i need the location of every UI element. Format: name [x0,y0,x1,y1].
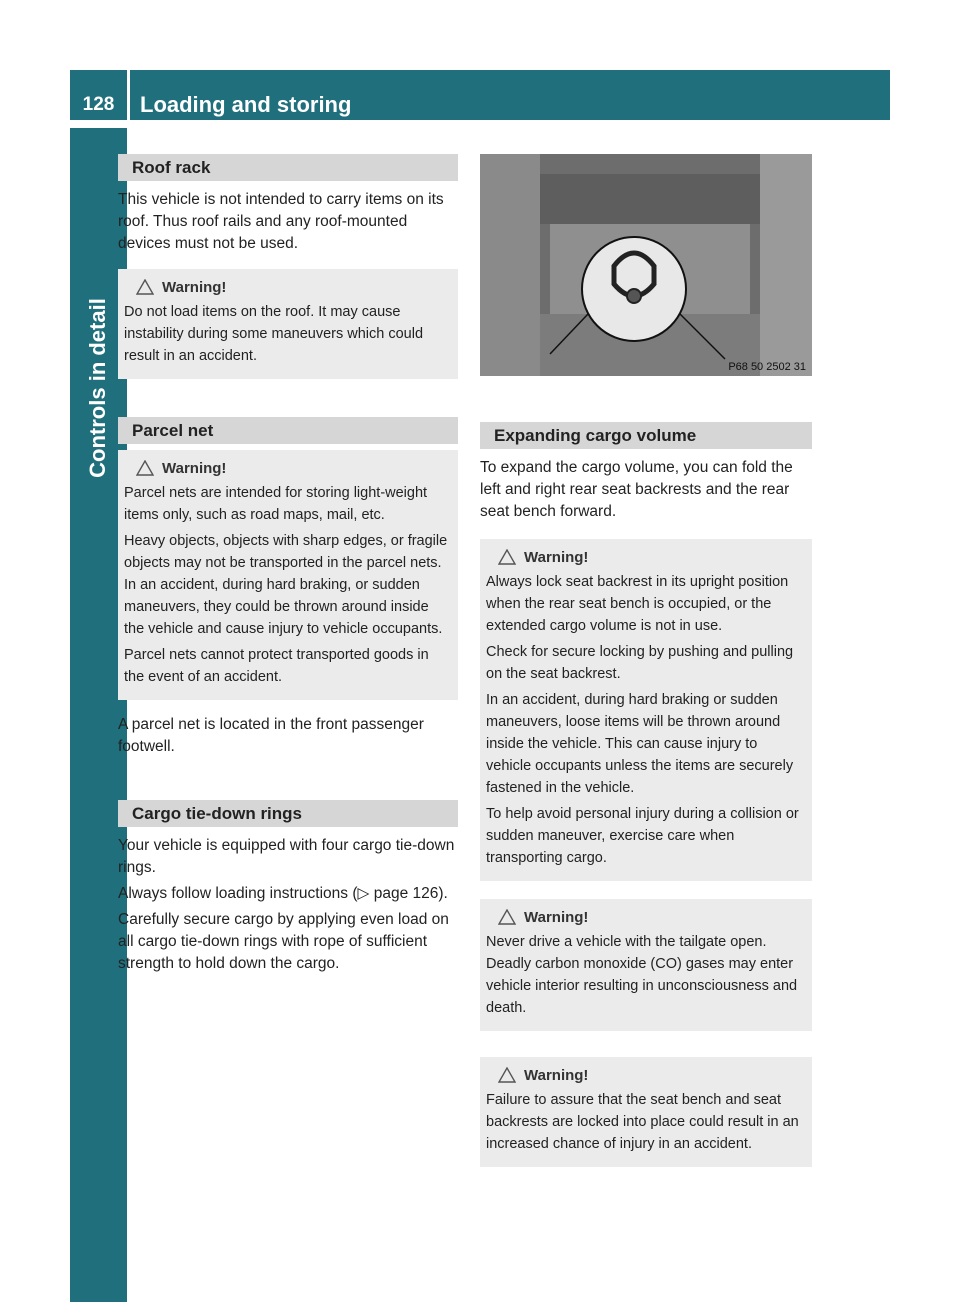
cargo-tie-down-illustration [480,154,812,376]
side-tab-label: Controls in detail [85,298,110,478]
warning-header [124,456,452,480]
warning-text: In an accident, during hard braking or sudden maneuvers, loose items will be thrown around inside the vehicle. This can cause injury to vehicle occupants unless the items are securely fastened in the vehicle. [486,692,794,796]
warning-label: Warning! [162,459,227,477]
warning-box-backrest [480,539,812,881]
page-header [70,70,890,120]
warning-text: Do not load items on the roof. It may cause instability during some maneuvers which could result in an accident. [124,304,424,364]
header-divider [127,70,130,120]
left-column [118,154,458,975]
warning-text: Parcel nets are intended for storing light-weight items only, such as road maps, mail, etc. [124,485,428,523]
section-heading-expanding: Expanding cargo volume [480,422,812,449]
warning-box-tailgate [480,899,812,1031]
warning-text: Check for secure locking by pushing and pulling on the seat backrest. [486,644,794,682]
section-heading-roof-rack: Roof rack [118,154,458,181]
expanding-body: To expand the cargo volume, you can fold the left and right rear seat backrests and the rear seat bench forward. [480,459,793,520]
image-reference-code: P68 50 2502 31 [728,361,806,373]
warning-text: Parcel nets cannot protect transported goods in the event of an accident. [124,647,429,685]
parcel-net-body: A parcel net is located in the front passenger footwell. [118,716,424,755]
warning-text: Always lock seat backrest in its upright position when the rear seat bench is occupied, or the extended cargo volume is not in use. [486,574,789,634]
warning-triangle-icon [498,549,516,565]
warning-box-roof [118,269,458,379]
warning-triangle-icon [498,1067,516,1083]
warning-triangle-icon [498,909,516,925]
tie-down-body: Your vehicle is equipped with four cargo tie-down rings. [118,837,455,876]
warning-label: Warning! [524,548,589,566]
warning-text: To help avoid personal injury during a collision or sudden maneuver, exercise care when transporting cargo. [486,806,799,866]
tie-down-body: Always follow loading instructions (▷ page 126). [118,885,448,902]
warning-label: Warning! [524,908,589,926]
warning-label: Warning! [162,278,227,296]
warning-box-parcel [118,450,458,700]
section-heading-tie-down: Cargo tie-down rings [118,800,458,827]
warning-triangle-icon [136,460,154,476]
warning-header [124,275,452,299]
tie-down-body: Carefully secure cargo by applying even load on all cargo tie-down rings with rope of sufficient strength to hold down the cargo. [118,911,449,972]
warning-header [486,545,806,569]
warning-text: Never drive a vehicle with the tailgate open. Deadly carbon monoxide (CO) gases may enter vehicle interior resulting in unconsciousness and death. [486,934,798,1016]
warning-text: Heavy objects, objects with sharp edges, or fragile objects may not be transported in the parcel nets. In an accident, during hard braking, or sudden maneuvers, they could be thrown around inside the vehicle and cause injury to vehicle occupants. [124,533,448,637]
roof-rack-body: This vehicle is not intended to carry items on its roof. Thus roof rails and any roof-mounted devices must not be used. [118,191,444,252]
warning-text: Failure to assure that the seat bench and seat backrests are locked into place could result in an increased chance of injury in an accident. [486,1092,799,1152]
page-number: 128 [82,94,115,115]
warning-header [486,905,806,929]
right-column [480,154,812,1167]
cargo-area-graphic [480,154,812,376]
warning-box-seat-lock [480,1057,812,1167]
warning-label: Warning! [524,1066,589,1084]
page-title: Loading and storing [140,92,352,117]
section-heading-parcel-net: Parcel net [118,417,458,444]
warning-header [486,1063,806,1087]
warning-triangle-icon [136,279,154,295]
